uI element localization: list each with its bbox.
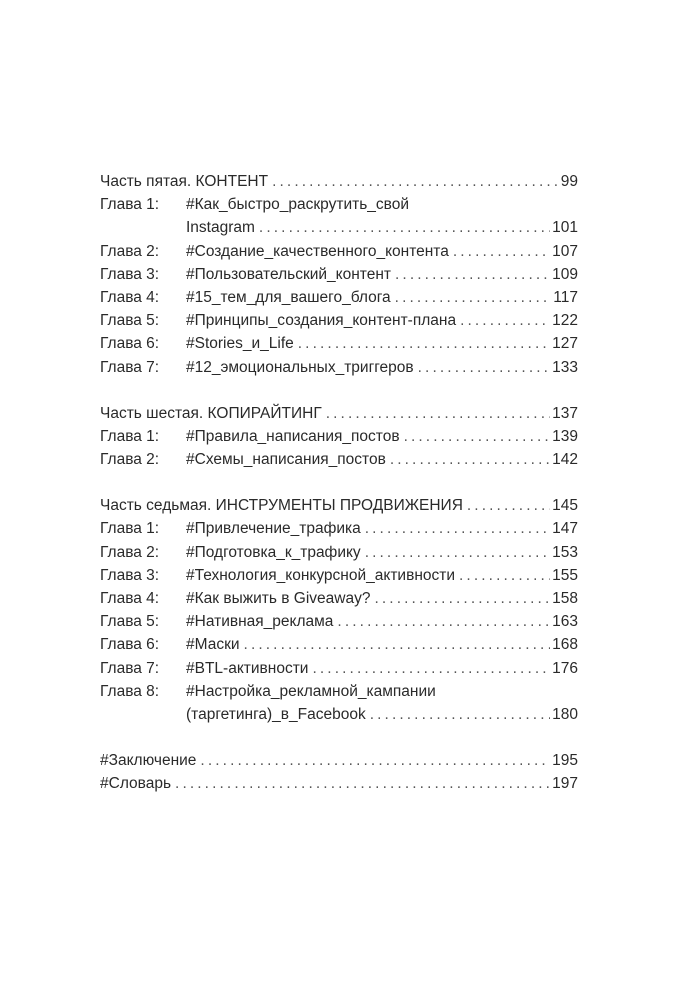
dot-leader (298, 332, 550, 355)
back-matter-title: #Заключение (100, 752, 197, 770)
dot-leader (312, 657, 550, 680)
chapter-label: Глава 2: (100, 451, 160, 469)
chapter-label: Глава 5: (100, 613, 160, 631)
page-number: 195 (552, 752, 578, 770)
toc-chapter-entry[interactable] (100, 680, 578, 703)
toc-section-part-5 (100, 170, 578, 379)
toc-chapter-entry[interactable] (100, 240, 578, 263)
chapter-label: Глава 7: (100, 358, 160, 376)
toc-section-part-6 (100, 402, 578, 472)
page-number: 137 (552, 404, 578, 422)
toc-chapter-entry[interactable] (100, 633, 578, 656)
toc-chapter-entry[interactable] (100, 657, 578, 680)
page-number: 176 (552, 659, 578, 677)
toc-chapter-entry[interactable] (100, 587, 578, 610)
page-number: 107 (552, 242, 578, 260)
dot-leader (365, 541, 550, 564)
page-number: 197 (552, 775, 578, 793)
toc-chapter-entry[interactable] (100, 263, 578, 286)
chapter-title: #Как_быстро_раскрутить_свой (186, 196, 410, 214)
toc-part-heading[interactable] (100, 170, 578, 193)
dot-leader (460, 309, 550, 332)
toc-section-back-matter (100, 749, 578, 795)
dot-leader (200, 749, 550, 772)
chapter-title: #Правила_написания_постов (186, 427, 400, 445)
toc-chapter-entry[interactable] (100, 332, 578, 355)
chapter-title: #Подготовка_к_трафику (186, 543, 361, 561)
chapter-title: #Нативная_реклама (186, 613, 334, 631)
dot-leader (175, 772, 550, 795)
chapter-label: Глава 2: (100, 543, 160, 561)
chapter-title: #12_эмоциональных_триггеров (186, 358, 414, 376)
chapter-title: #Технология_конкурсной_активности (186, 566, 456, 584)
chapter-label: Глава 4: (100, 288, 160, 306)
part-title: Часть шестая. КОПИРАЙТИНГ (100, 404, 322, 422)
chapter-label: Глава 6: (100, 335, 160, 353)
page-number: 142 (552, 451, 578, 469)
chapter-label: Глава 5: (100, 312, 160, 330)
page-number: 101 (552, 219, 578, 237)
toc-back-matter-entry[interactable] (100, 772, 578, 795)
page-number: 180 (552, 705, 578, 723)
dot-leader (370, 703, 550, 726)
page-number: 145 (552, 497, 578, 515)
chapter-label: Глава 3: (100, 265, 160, 283)
dot-leader (395, 286, 552, 309)
chapter-title: #BTL-активности (186, 659, 309, 677)
toc-chapter-entry[interactable] (100, 356, 578, 379)
page-number: 168 (552, 636, 578, 654)
chapter-title: #Пользовательский_контент (186, 265, 392, 283)
dot-leader (467, 494, 550, 517)
page-number: 139 (552, 427, 578, 445)
dot-leader (395, 263, 550, 286)
chapter-label: Глава 1: (100, 427, 160, 445)
page-number: 153 (552, 543, 578, 561)
toc-chapter-entry[interactable] (100, 425, 578, 448)
dot-leader (374, 587, 550, 610)
toc-chapter-entry[interactable] (100, 541, 578, 564)
toc-chapter-entry-continuation[interactable] (100, 216, 578, 239)
page-number: 122 (552, 312, 578, 330)
back-matter-title: #Словарь (100, 775, 172, 793)
dot-leader (459, 564, 550, 587)
toc-chapter-entry[interactable] (100, 286, 578, 309)
part-title: Часть седьмая. ИНСТРУМЕНТЫ ПРОДВИЖЕНИЯ (100, 497, 463, 515)
toc-chapter-entry[interactable] (100, 517, 578, 540)
chapter-title: #Привлечение_трафика (186, 520, 361, 538)
chapter-label: Глава 3: (100, 566, 160, 584)
dot-leader (404, 425, 551, 448)
dot-leader (244, 633, 551, 656)
dot-leader (390, 448, 550, 471)
dot-leader (272, 170, 559, 193)
dot-leader (418, 356, 550, 379)
chapter-label: Глава 1: (100, 196, 160, 214)
toc-part-heading[interactable] (100, 402, 578, 425)
page-number: 117 (553, 288, 578, 306)
chapter-title: #Схемы_написания_постов (186, 451, 386, 469)
chapter-title-continued: Instagram (186, 219, 255, 237)
chapter-label: Глава 8: (100, 682, 160, 700)
page-number: 155 (552, 566, 578, 584)
chapter-label: Глава 2: (100, 242, 160, 260)
dot-leader (326, 402, 550, 425)
chapter-label: Глава 7: (100, 659, 160, 677)
toc-chapter-entry[interactable] (100, 448, 578, 471)
toc-back-matter-entry[interactable] (100, 749, 578, 772)
page-number: 158 (552, 590, 578, 607)
toc-section-part-7 (100, 494, 578, 726)
chapter-label: Глава 1: (100, 520, 160, 538)
chapter-title: #Настройка_рекламной_кампании (186, 682, 436, 700)
dot-leader (453, 240, 550, 263)
part-title: Часть пятая. КОНТЕНТ (100, 173, 269, 190)
toc-chapter-entry[interactable] (100, 564, 578, 587)
chapter-title: #Stories_и_Life (186, 335, 294, 353)
chapter-title: #Маски (186, 636, 240, 654)
page-number: 99 (560, 173, 578, 190)
chapter-label: Глава 6: (100, 636, 160, 654)
chapter-title: #Как выжить в Giveaway? (186, 590, 371, 607)
dot-leader (259, 216, 550, 239)
dot-leader (337, 610, 550, 633)
chapter-title: #Принципы_создания_контент-плана (186, 312, 457, 330)
chapter-title: #15_тем_для_вашего_блога (186, 288, 391, 306)
dot-leader (365, 517, 550, 540)
chapter-title-continued: (таргетинга)_в_Facebook (186, 705, 366, 723)
toc-chapter-entry[interactable] (100, 309, 578, 332)
toc-chapter-entry-continuation[interactable] (100, 703, 578, 726)
chapter-title: #Создание_качественного_контента (186, 242, 449, 260)
toc-part-heading[interactable] (100, 494, 578, 517)
chapter-label: Глава 4: (100, 590, 160, 607)
table-of-contents (100, 170, 578, 796)
toc-chapter-entry[interactable] (100, 610, 578, 633)
page-number: 133 (552, 358, 578, 376)
page-number: 127 (552, 335, 578, 353)
page-number: 109 (552, 265, 578, 283)
page-number: 147 (552, 520, 578, 538)
toc-chapter-entry[interactable] (100, 193, 578, 216)
page-number: 163 (552, 613, 578, 631)
